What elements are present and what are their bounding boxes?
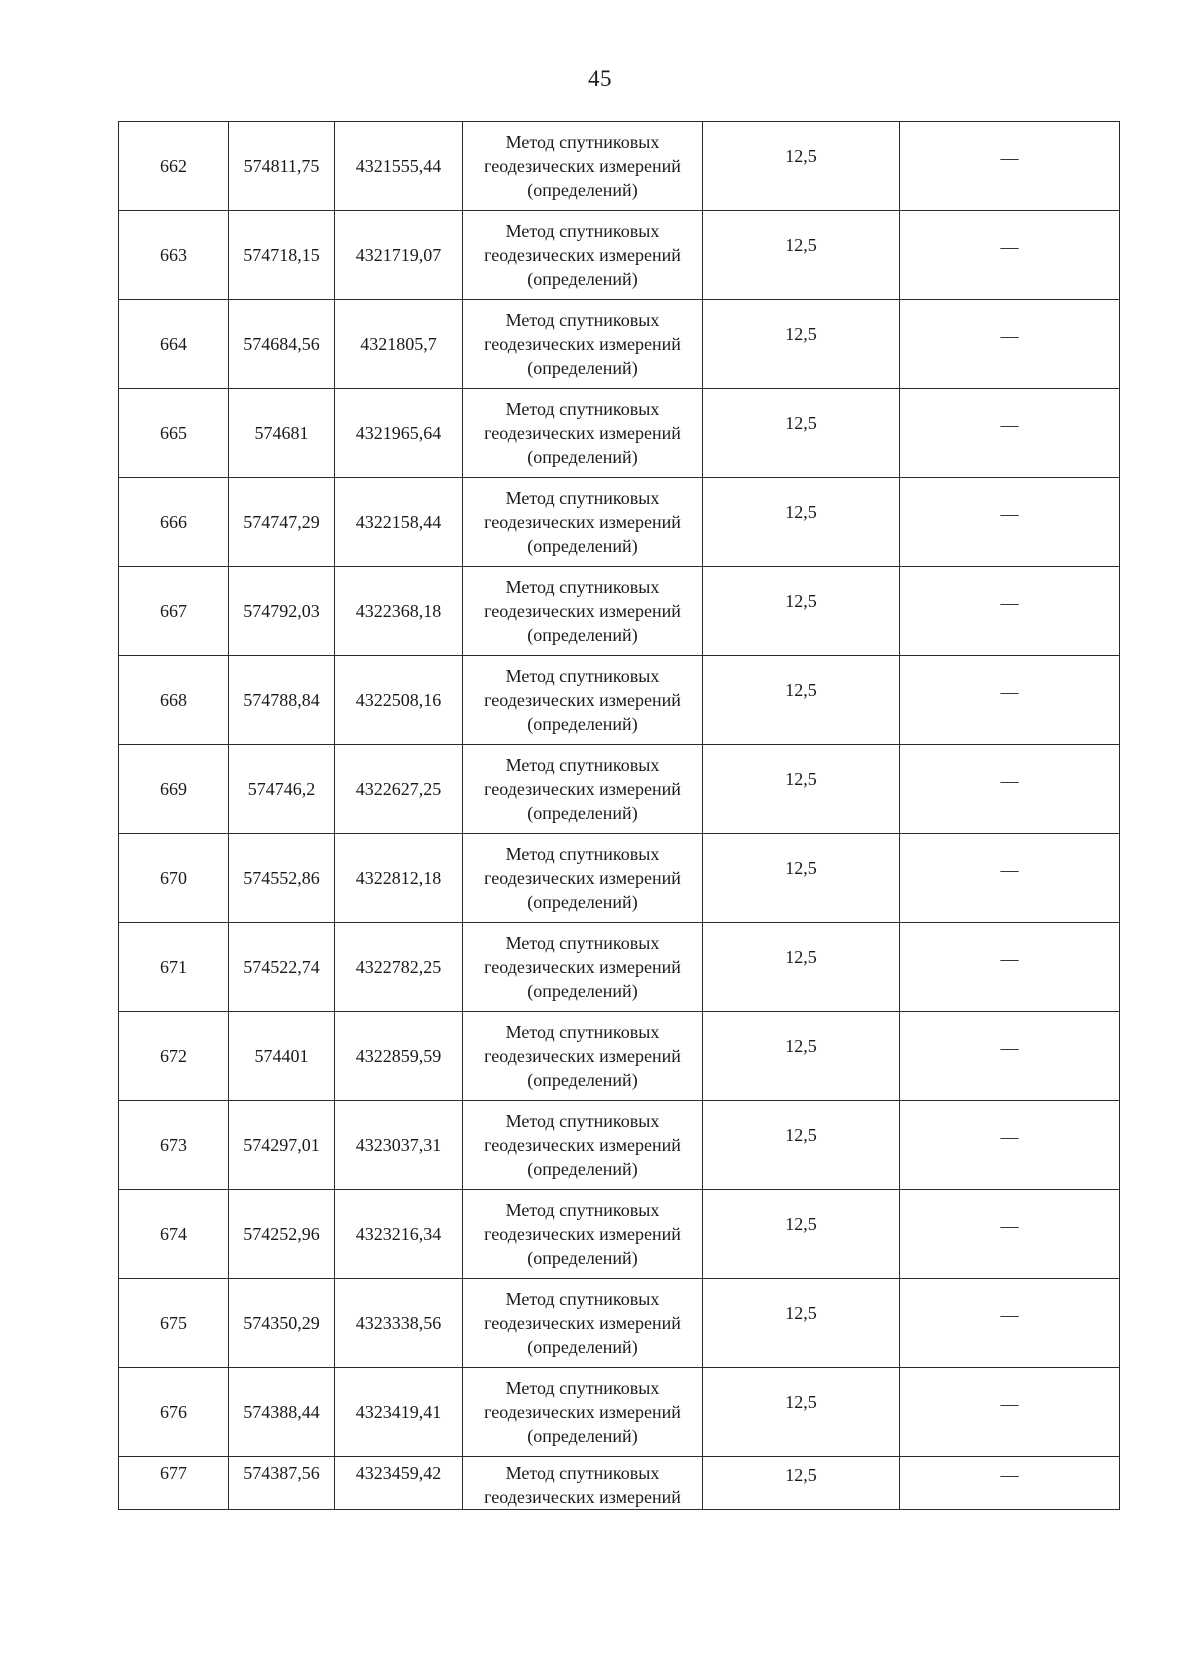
method-cell — [463, 567, 703, 656]
method-cell — [463, 1279, 703, 1368]
note-cell — [900, 122, 1120, 211]
y-coordinate-cell: 4322368,18 — [335, 567, 463, 656]
accuracy-cell — [703, 1279, 900, 1368]
method-line: Метод спутниковых — [505, 310, 660, 330]
table-row — [119, 122, 1120, 211]
method-line: геодезических измерений — [484, 868, 681, 888]
y-coordinate-cell: 4323338,56 — [335, 1279, 463, 1368]
note-dash: — — [1000, 326, 1019, 346]
table-row — [119, 211, 1120, 300]
y-coordinate-cell: 4321719,07 — [335, 211, 463, 300]
method-line: (определений) — [527, 1248, 638, 1268]
method-line: геодезических измерений — [484, 156, 681, 176]
note-cell — [900, 300, 1120, 389]
x-coordinate-cell: 574747,29 — [229, 478, 335, 567]
method-line: (определений) — [527, 981, 638, 1001]
method-line: (определений) — [527, 803, 638, 823]
table-row — [119, 1190, 1120, 1279]
x-coordinate-cell: 574522,74 — [229, 923, 335, 1012]
table-row — [119, 923, 1120, 1012]
point-number-cell: 673 — [119, 1101, 229, 1190]
method-line: Метод спутниковых — [505, 1378, 660, 1398]
accuracy-cell — [703, 834, 900, 923]
note-cell — [900, 923, 1120, 1012]
method-line: Метод спутниковых — [505, 666, 660, 686]
accuracy-value: 12,5 — [785, 591, 817, 611]
method-cell — [463, 300, 703, 389]
note-dash: — — [1000, 682, 1019, 702]
method-line: (определений) — [527, 714, 638, 734]
accuracy-value: 12,5 — [785, 1125, 817, 1145]
y-coordinate-cell: 4322627,25 — [335, 745, 463, 834]
y-coordinate-cell: 4322859,59 — [335, 1012, 463, 1101]
method-line: Метод спутниковых — [505, 755, 660, 775]
method-line: (определений) — [527, 1337, 638, 1357]
accuracy-value: 12,5 — [785, 680, 817, 700]
method-line: Метод спутниковых — [505, 1111, 660, 1131]
method-line: геодезических измерений — [484, 334, 681, 354]
x-coordinate-cell: 574718,15 — [229, 211, 335, 300]
y-coordinate-cell: 4322812,18 — [335, 834, 463, 923]
table-body — [119, 122, 1120, 1510]
note-dash: — — [1000, 1305, 1019, 1325]
note-dash: — — [1000, 949, 1019, 969]
note-cell — [900, 656, 1120, 745]
method-line: геодезических измерений — [484, 1046, 681, 1066]
y-coordinate-cell: 4323037,31 — [335, 1101, 463, 1190]
accuracy-cell — [703, 567, 900, 656]
accuracy-cell — [703, 656, 900, 745]
method-line: (определений) — [527, 892, 638, 912]
point-number-cell: 671 — [119, 923, 229, 1012]
method-line: геодезических измерений — [484, 423, 681, 443]
point-number-cell: 666 — [119, 478, 229, 567]
x-coordinate-cell: 574684,56 — [229, 300, 335, 389]
method-line: (определений) — [527, 358, 638, 378]
x-coordinate-cell: 574387,56 — [229, 1457, 335, 1510]
x-coordinate-cell: 574297,01 — [229, 1101, 335, 1190]
method-cell — [463, 923, 703, 1012]
method-cell — [463, 389, 703, 478]
table-row — [119, 389, 1120, 478]
note-cell — [900, 478, 1120, 567]
table-row — [119, 1101, 1120, 1190]
method-line: (определений) — [527, 447, 638, 467]
x-coordinate-cell: 574401 — [229, 1012, 335, 1101]
method-line: Метод спутниковых — [505, 1463, 660, 1483]
y-coordinate-cell: 4321965,64 — [335, 389, 463, 478]
point-number-cell: 662 — [119, 122, 229, 211]
table-row — [119, 656, 1120, 745]
note-dash: — — [1000, 415, 1019, 435]
method-cell — [463, 1190, 703, 1279]
method-cell — [463, 1457, 703, 1510]
table-row — [119, 834, 1120, 923]
note-cell — [900, 1101, 1120, 1190]
accuracy-value: 12,5 — [785, 146, 817, 166]
y-coordinate-cell: 4321555,44 — [335, 122, 463, 211]
method-line: (определений) — [527, 536, 638, 556]
accuracy-value: 12,5 — [785, 1036, 817, 1056]
point-number-cell: 676 — [119, 1368, 229, 1457]
point-number-cell: 664 — [119, 300, 229, 389]
method-line: (определений) — [527, 180, 638, 200]
y-coordinate-cell: 4322158,44 — [335, 478, 463, 567]
method-line: (определений) — [527, 625, 638, 645]
x-coordinate-cell: 574388,44 — [229, 1368, 335, 1457]
note-dash: — — [1000, 860, 1019, 880]
y-coordinate-cell: 4323216,34 — [335, 1190, 463, 1279]
note-cell — [900, 389, 1120, 478]
method-line: геодезических измерений — [484, 1135, 681, 1155]
point-number-cell: 674 — [119, 1190, 229, 1279]
accuracy-cell — [703, 1012, 900, 1101]
method-line: Метод спутниковых — [505, 577, 660, 597]
x-coordinate-cell: 574681 — [229, 389, 335, 478]
note-cell — [900, 834, 1120, 923]
method-cell — [463, 1012, 703, 1101]
method-line: (определений) — [527, 1426, 638, 1446]
note-dash: — — [1000, 504, 1019, 524]
accuracy-cell — [703, 1368, 900, 1457]
method-line: Метод спутниковых — [505, 1289, 660, 1309]
method-cell — [463, 211, 703, 300]
x-coordinate-cell: 574792,03 — [229, 567, 335, 656]
method-cell — [463, 1368, 703, 1457]
table-row — [119, 1457, 1120, 1510]
note-dash: — — [1000, 237, 1019, 257]
accuracy-cell — [703, 1457, 900, 1510]
method-line: (определений) — [527, 1070, 638, 1090]
table-row — [119, 478, 1120, 567]
note-dash: — — [1000, 1465, 1019, 1485]
table-row — [119, 1368, 1120, 1457]
note-cell — [900, 1190, 1120, 1279]
method-cell — [463, 122, 703, 211]
accuracy-cell — [703, 1101, 900, 1190]
accuracy-cell — [703, 300, 900, 389]
x-coordinate-cell: 574552,86 — [229, 834, 335, 923]
accuracy-value: 12,5 — [785, 324, 817, 344]
point-number-cell: 672 — [119, 1012, 229, 1101]
method-line: Метод спутниковых — [505, 1022, 660, 1042]
note-cell — [900, 1457, 1120, 1510]
note-cell — [900, 1368, 1120, 1457]
method-line: Метод спутниковых — [505, 488, 660, 508]
accuracy-value: 12,5 — [785, 235, 817, 255]
accuracy-value: 12,5 — [785, 858, 817, 878]
method-line: геодезических измерений — [484, 1402, 681, 1422]
method-line: Метод спутниковых — [505, 221, 660, 241]
point-number-cell: 663 — [119, 211, 229, 300]
y-coordinate-cell: 4322508,16 — [335, 656, 463, 745]
x-coordinate-cell: 574788,84 — [229, 656, 335, 745]
note-dash: — — [1000, 593, 1019, 613]
table-row — [119, 300, 1120, 389]
method-line: геодезических измерений — [484, 245, 681, 265]
table-row — [119, 1012, 1120, 1101]
note-cell — [900, 211, 1120, 300]
table-row — [119, 567, 1120, 656]
method-line: (определений) — [527, 1159, 638, 1179]
y-coordinate-cell: 4321805,7 — [335, 300, 463, 389]
method-line: Метод спутниковых — [505, 933, 660, 953]
accuracy-cell — [703, 923, 900, 1012]
method-line: геодезических измерений — [484, 1224, 681, 1244]
point-number-cell: 668 — [119, 656, 229, 745]
y-coordinate-cell: 4322782,25 — [335, 923, 463, 1012]
y-coordinate-cell: 4323459,42 — [335, 1457, 463, 1510]
x-coordinate-cell: 574350,29 — [229, 1279, 335, 1368]
point-number-cell: 675 — [119, 1279, 229, 1368]
point-number-cell: 669 — [119, 745, 229, 834]
note-dash: — — [1000, 148, 1019, 168]
point-number-cell: 667 — [119, 567, 229, 656]
accuracy-cell — [703, 211, 900, 300]
method-cell — [463, 478, 703, 567]
method-line: геодезических измерений — [484, 779, 681, 799]
accuracy-cell — [703, 389, 900, 478]
method-line: геодезических измерений — [484, 601, 681, 621]
note-dash: — — [1000, 1216, 1019, 1236]
accuracy-value: 12,5 — [785, 1392, 817, 1412]
accuracy-cell — [703, 745, 900, 834]
table-row — [119, 745, 1120, 834]
accuracy-value: 12,5 — [785, 947, 817, 967]
accuracy-cell — [703, 1190, 900, 1279]
accuracy-value: 12,5 — [785, 769, 817, 789]
point-number-cell: 665 — [119, 389, 229, 478]
method-line: геодезических измерений — [484, 690, 681, 710]
note-dash: — — [1000, 1394, 1019, 1414]
table-row — [119, 1279, 1120, 1368]
accuracy-cell — [703, 122, 900, 211]
method-cell — [463, 1101, 703, 1190]
x-coordinate-cell: 574811,75 — [229, 122, 335, 211]
note-cell — [900, 745, 1120, 834]
x-coordinate-cell: 574252,96 — [229, 1190, 335, 1279]
note-cell — [900, 1279, 1120, 1368]
note-cell — [900, 567, 1120, 656]
method-line: геодезических измерений — [484, 957, 681, 977]
method-cell — [463, 656, 703, 745]
method-line: геодезических измерений — [484, 1313, 681, 1333]
accuracy-value: 12,5 — [785, 1303, 817, 1323]
method-line: Метод спутниковых — [505, 1200, 660, 1220]
accuracy-value: 12,5 — [785, 1465, 817, 1485]
method-line: Метод спутниковых — [505, 844, 660, 864]
method-line: геодезических измерений — [484, 512, 681, 532]
method-cell — [463, 745, 703, 834]
method-line: геодезических измерений — [484, 1487, 681, 1507]
accuracy-cell — [703, 478, 900, 567]
note-cell — [900, 1012, 1120, 1101]
accuracy-value: 12,5 — [785, 502, 817, 522]
point-number-cell: 677 — [119, 1457, 229, 1510]
x-coordinate-cell: 574746,2 — [229, 745, 335, 834]
note-dash: — — [1000, 1038, 1019, 1058]
method-line: Метод спутниковых — [505, 399, 660, 419]
y-coordinate-cell: 4323419,41 — [335, 1368, 463, 1457]
coordinates-table — [118, 121, 1120, 1510]
page-number: 45 — [588, 66, 612, 91]
method-cell — [463, 834, 703, 923]
method-line: (определений) — [527, 269, 638, 289]
accuracy-value: 12,5 — [785, 413, 817, 433]
accuracy-value: 12,5 — [785, 1214, 817, 1234]
note-dash: — — [1000, 1127, 1019, 1147]
point-number-cell: 670 — [119, 834, 229, 923]
note-dash: — — [1000, 771, 1019, 791]
method-line: Метод спутниковых — [505, 132, 660, 152]
